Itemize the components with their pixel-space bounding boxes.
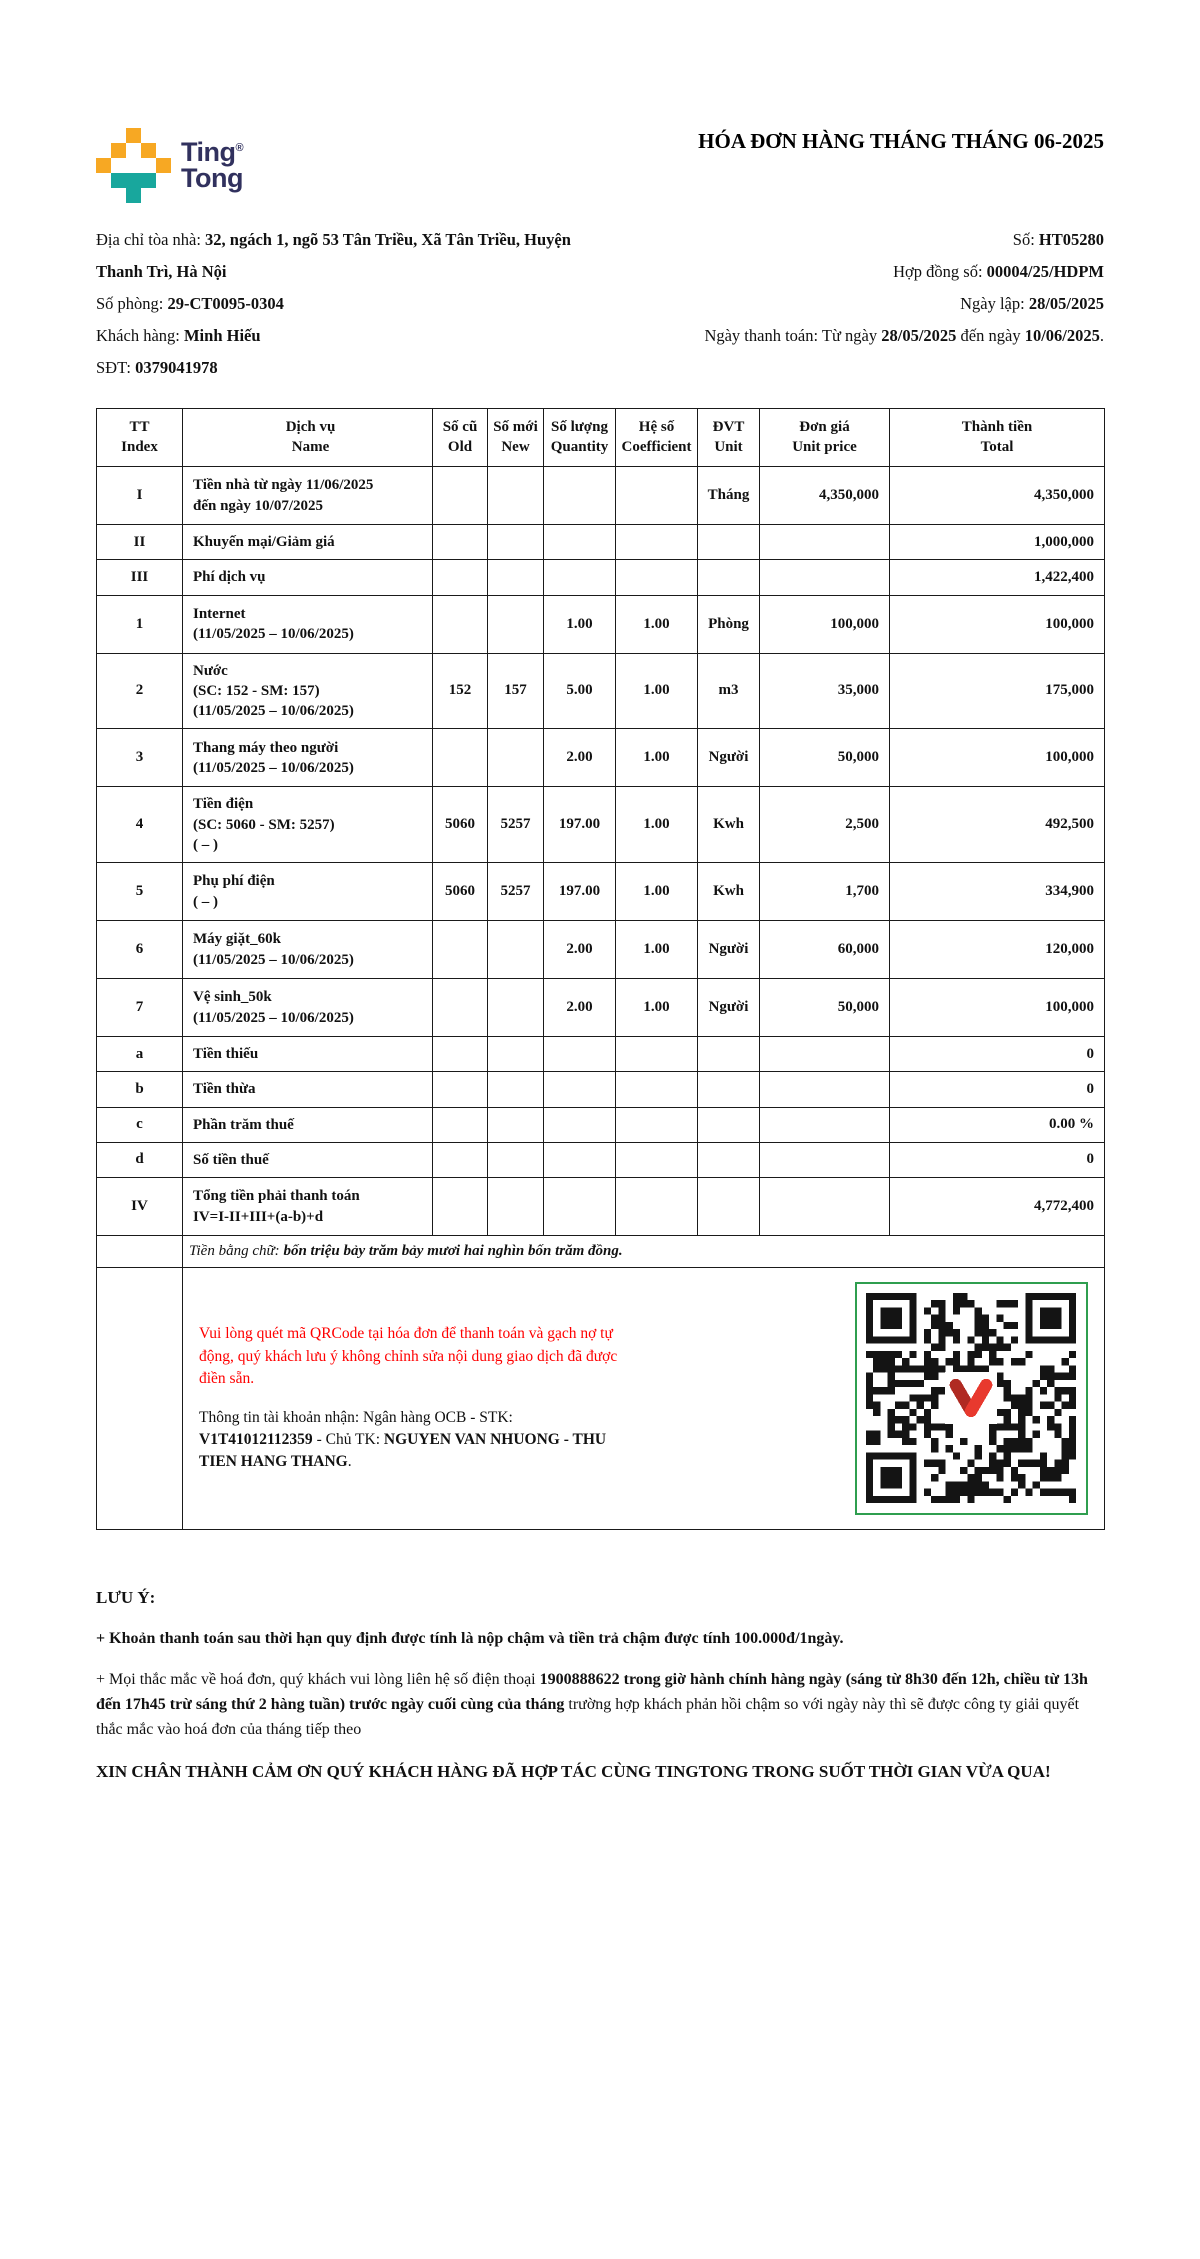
- customer-name: Khách hàng: Minh Hiếu: [96, 326, 261, 345]
- cell-total: 0: [890, 1072, 1105, 1107]
- cell-new: 5257: [488, 863, 544, 921]
- cell-total: 0: [890, 1142, 1105, 1177]
- cell-qty: 197.00: [544, 787, 616, 863]
- table-row: [97, 525, 1105, 560]
- cell-unit: Người: [698, 979, 760, 1037]
- thank-you-note: XIN CHÂN THÀNH CẢM ƠN QUÝ KHÁCH HÀNG ĐÃ HỢP TÁC CÙNG TINGTONG TRONG SUỐT THỜI GIAN VỪA QUA!: [96, 1762, 1051, 1782]
- cell-tt: 3: [97, 729, 183, 787]
- table-row: [97, 560, 1105, 595]
- cell-new: [488, 979, 544, 1037]
- cell-new: [488, 560, 544, 595]
- invoice-meta: [571, 224, 1104, 384]
- cell-unit: [698, 1178, 760, 1236]
- cell-old: [433, 921, 488, 979]
- issue-date: Ngày lập: 28/05/2025: [960, 294, 1104, 313]
- footer-notes: [96, 1588, 1104, 1784]
- cell-name: Internet (11/05/2025 – 10/06/2025): [183, 595, 433, 653]
- cell-tt: 5: [97, 863, 183, 921]
- cell-name: Máy giặt_60k (11/05/2025 – 10/06/2025): [183, 921, 433, 979]
- cell-old: [433, 1037, 488, 1072]
- payment-instructions: [199, 1323, 629, 1474]
- bank-account-info: Thông tin tài khoản nhận: Ngân hàng OCB - STK: V1T41012112359 - Chủ TK: NGUYEN VAN NHUONG - THU TIEN HANG THANG.: [199, 1408, 607, 1471]
- payment-cell: [183, 1268, 1105, 1530]
- cell-old: [433, 595, 488, 653]
- cell-total: 120,000: [890, 921, 1105, 979]
- cell-new: [488, 525, 544, 560]
- cell-name: Tiền thiếu: [183, 1037, 433, 1072]
- cell-total: 100,000: [890, 729, 1105, 787]
- cell-price: [760, 1142, 890, 1177]
- page-title: HÓA ĐƠN HÀNG THÁNG THÁNG 06-2025: [698, 129, 1104, 153]
- cell-unit: Phòng: [698, 595, 760, 653]
- table-row: [97, 787, 1105, 863]
- cell-new: [488, 1178, 544, 1236]
- cell-old: [433, 525, 488, 560]
- cell-price: [760, 1072, 890, 1107]
- cell-name: Tổng tiền phải thanh toán IV=I-II+III+(a-b)+d: [183, 1178, 433, 1236]
- cell-total: 0.00 %: [890, 1107, 1105, 1142]
- cell-old: [433, 979, 488, 1037]
- cell-price: [760, 1107, 890, 1142]
- cell-coef: [616, 1178, 698, 1236]
- cell-name: Phí dịch vụ: [183, 560, 433, 595]
- cell-new: [488, 1142, 544, 1177]
- cell-coef: [616, 1072, 698, 1107]
- cell-tt: 1: [97, 595, 183, 653]
- cell-qty: [544, 525, 616, 560]
- hotline-note: + Mọi thắc mắc về hoá đơn, quý khách vui lòng liên hệ số điện thoại 1900888622 trong giờ hành chính hàng ngày (sáng từ 8h30 đến 12h, chiều từ 13h đến 17h45 trừ sáng thứ 2 hàng tuần) trước ngày cuối cùng của tháng trường hợp khách phản hồi chậm so với ngày này thì sẽ được công ty giải quyết thắc mắc vào hoá đơn của tháng tiếp theo: [96, 1671, 1088, 1738]
- qr-code: [855, 1282, 1088, 1515]
- cell-new: 157: [488, 653, 544, 729]
- cell-old: 152: [433, 653, 488, 729]
- cell-name: Số tiền thuế: [183, 1142, 433, 1177]
- col-header-name: Dịch vụ Name: [183, 409, 433, 467]
- cell-coef: 1.00: [616, 921, 698, 979]
- cell-tt: c: [97, 1107, 183, 1142]
- cell-coef: [616, 467, 698, 525]
- cell-name: Vệ sinh_50k (11/05/2025 – 10/06/2025): [183, 979, 433, 1037]
- cell-new: 5257: [488, 787, 544, 863]
- cell-new: [488, 1072, 544, 1107]
- cell-total: 175,000: [890, 653, 1105, 729]
- cell-name: Nước (SC: 152 - SM: 157) (11/05/2025 – 10/06/2025): [183, 653, 433, 729]
- amount-in-words: Tiền bằng chữ: bốn triệu bảy trăm bảy mươi hai nghìn bốn trăm đồng.: [183, 1236, 1105, 1268]
- table-row: [97, 863, 1105, 921]
- cell-old: 5060: [433, 787, 488, 863]
- customer-phone: SĐT: 0379041978: [96, 358, 218, 377]
- cell-qty: 2.00: [544, 979, 616, 1037]
- col-header-quantity: Số lượng Quantity: [544, 409, 616, 467]
- customer-info: [96, 224, 571, 384]
- table-footer: [97, 1236, 1105, 1530]
- col-header-coefficient: Hệ số Coefficient: [616, 409, 698, 467]
- payment-row: [97, 1268, 1105, 1530]
- cell-old: [433, 729, 488, 787]
- cell-new: [488, 729, 544, 787]
- table-row: [97, 1142, 1105, 1177]
- cell-empty: [97, 1268, 183, 1530]
- invoice-number: Số: HT05280: [1012, 230, 1104, 249]
- cell-total: 1,422,400: [890, 560, 1105, 595]
- cell-tt: 2: [97, 653, 183, 729]
- cell-name: Thang máy theo người (11/05/2025 – 10/06/2025): [183, 729, 433, 787]
- qr-warning-text: Vui lòng quét mã QRCode tại hóa đơn để thanh toán và gạch nợ tự động, quý khách lưu ý không chỉnh sửa nội dung giao dịch đã được điền sẵn.: [199, 1325, 618, 1388]
- table-row: [97, 921, 1105, 979]
- cell-price: 1,700: [760, 863, 890, 921]
- cell-unit: [698, 1037, 760, 1072]
- cell-name: Tiền điện (SC: 5060 - SM: 5257) ( – ): [183, 787, 433, 863]
- notes-title: LƯU Ý:: [96, 1588, 156, 1607]
- cell-total: 0: [890, 1037, 1105, 1072]
- cell-coef: 1.00: [616, 653, 698, 729]
- tingtong-logo: [96, 128, 243, 203]
- cell-qty: 2.00: [544, 921, 616, 979]
- cell-qty: [544, 1178, 616, 1236]
- cell-unit: Người: [698, 729, 760, 787]
- amount-in-words-row: [97, 1236, 1105, 1268]
- cell-coef: [616, 560, 698, 595]
- table-row: [97, 653, 1105, 729]
- table-row: [97, 1178, 1105, 1236]
- table-row: [97, 1072, 1105, 1107]
- cell-price: 100,000: [760, 595, 890, 653]
- cell-price: 60,000: [760, 921, 890, 979]
- cell-price: 35,000: [760, 653, 890, 729]
- cell-new: [488, 467, 544, 525]
- col-header-total: Thành tiền Total: [890, 409, 1105, 467]
- cell-old: 5060: [433, 863, 488, 921]
- cell-qty: [544, 1037, 616, 1072]
- payment-period: Ngày thanh toán: Từ ngày 28/05/2025 đến ngày 10/06/2025.: [704, 326, 1104, 345]
- cell-tt: 6: [97, 921, 183, 979]
- col-header-unit: ĐVT Unit: [698, 409, 760, 467]
- cell-coef: [616, 1037, 698, 1072]
- cell-unit: Người: [698, 921, 760, 979]
- cell-coef: 1.00: [616, 595, 698, 653]
- cell-unit: [698, 1107, 760, 1142]
- col-header-unit-price: Đơn giá Unit price: [760, 409, 890, 467]
- cell-qty: 2.00: [544, 729, 616, 787]
- cell-tt: III: [97, 560, 183, 595]
- table-body: [97, 467, 1105, 1236]
- cell-total: 492,500: [890, 787, 1105, 863]
- cell-qty: 197.00: [544, 863, 616, 921]
- table-row: [97, 1037, 1105, 1072]
- cell-name: Tiền thừa: [183, 1072, 433, 1107]
- cell-tt: IV: [97, 1178, 183, 1236]
- cell-tt: d: [97, 1142, 183, 1177]
- cell-tt: b: [97, 1072, 183, 1107]
- cell-new: [488, 1107, 544, 1142]
- cell-coef: [616, 1107, 698, 1142]
- cell-name: Tiền nhà từ ngày 11/06/2025 đến ngày 10/07/2025: [183, 467, 433, 525]
- col-header-index: TT Index: [97, 409, 183, 467]
- tingtong-logo-icon: [96, 128, 171, 203]
- cell-price: [760, 1037, 890, 1072]
- table-row: [97, 595, 1105, 653]
- invoice-info: [96, 224, 1104, 384]
- cell-total: 334,900: [890, 863, 1105, 921]
- cell-name: Phần trăm thuế: [183, 1107, 433, 1142]
- cell-unit: [698, 525, 760, 560]
- qr-code-icon: [866, 1293, 1076, 1503]
- cell-tt: 4: [97, 787, 183, 863]
- cell-empty: [97, 1236, 183, 1268]
- invoice-table: [96, 408, 1105, 1530]
- cell-new: [488, 595, 544, 653]
- cell-coef: 1.00: [616, 979, 698, 1037]
- cell-unit: [698, 1142, 760, 1177]
- cell-new: [488, 1037, 544, 1072]
- cell-coef: [616, 525, 698, 560]
- cell-qty: [544, 1142, 616, 1177]
- col-header-new: Số mới New: [488, 409, 544, 467]
- cell-unit: [698, 1072, 760, 1107]
- cell-coef: [616, 1142, 698, 1177]
- cell-name: Khuyến mại/Giảm giá: [183, 525, 433, 560]
- cell-price: 2,500: [760, 787, 890, 863]
- cell-qty: [544, 467, 616, 525]
- col-header-old: Số cũ Old: [433, 409, 488, 467]
- cell-tt: II: [97, 525, 183, 560]
- cell-total: 100,000: [890, 595, 1105, 653]
- cell-new: [488, 921, 544, 979]
- table-row: [97, 979, 1105, 1037]
- cell-price: [760, 560, 890, 595]
- cell-price: [760, 1178, 890, 1236]
- contract-number: Hợp đồng số: 00004/25/HDPM: [893, 262, 1104, 281]
- cell-tt: a: [97, 1037, 183, 1072]
- cell-old: [433, 1107, 488, 1142]
- cell-total: 100,000: [890, 979, 1105, 1037]
- cell-price: 50,000: [760, 729, 890, 787]
- cell-price: 50,000: [760, 979, 890, 1037]
- cell-old: [433, 1072, 488, 1107]
- cell-coef: 1.00: [616, 787, 698, 863]
- cell-price: [760, 525, 890, 560]
- registered-mark: ®: [235, 141, 244, 154]
- cell-unit: Kwh: [698, 863, 760, 921]
- cell-old: [433, 560, 488, 595]
- cell-coef: 1.00: [616, 729, 698, 787]
- cell-qty: 1.00: [544, 595, 616, 653]
- table-row: [97, 1107, 1105, 1142]
- invoice-header: [96, 128, 1104, 214]
- room-number: Số phòng: 29-CT0095-0304: [96, 294, 284, 313]
- table-row: [97, 467, 1105, 525]
- cell-total: 1,000,000: [890, 525, 1105, 560]
- table-header: [97, 409, 1105, 467]
- cell-tt: 7: [97, 979, 183, 1037]
- cell-old: [433, 1142, 488, 1177]
- cell-unit: m3: [698, 653, 760, 729]
- cell-coef: 1.00: [616, 863, 698, 921]
- cell-tt: I: [97, 467, 183, 525]
- cell-total: 4,772,400: [890, 1178, 1105, 1236]
- cell-unit: Kwh: [698, 787, 760, 863]
- building-address: Địa chỉ tòa nhà: 32, ngách 1, ngõ 53 Tân Triều, Xã Tân Triều, Huyện Thanh Trì, Hà Nội: [96, 230, 571, 281]
- table-row: [97, 729, 1105, 787]
- cell-old: [433, 467, 488, 525]
- cell-old: [433, 1178, 488, 1236]
- late-payment-note: + Khoản thanh toán sau thời hạn quy định được tính là nộp chậm và tiền trả chậm được tính 100.000đ/1ngày.: [96, 1630, 844, 1647]
- cell-name: Phụ phí điện ( – ): [183, 863, 433, 921]
- cell-price: 4,350,000: [760, 467, 890, 525]
- cell-qty: 5.00: [544, 653, 616, 729]
- tingtong-logo-text: Ting® Tong: [181, 136, 244, 193]
- cell-qty: [544, 1107, 616, 1142]
- cell-qty: [544, 1072, 616, 1107]
- cell-qty: [544, 560, 616, 595]
- cell-unit: Tháng: [698, 467, 760, 525]
- cell-unit: [698, 560, 760, 595]
- cell-total: 4,350,000: [890, 467, 1105, 525]
